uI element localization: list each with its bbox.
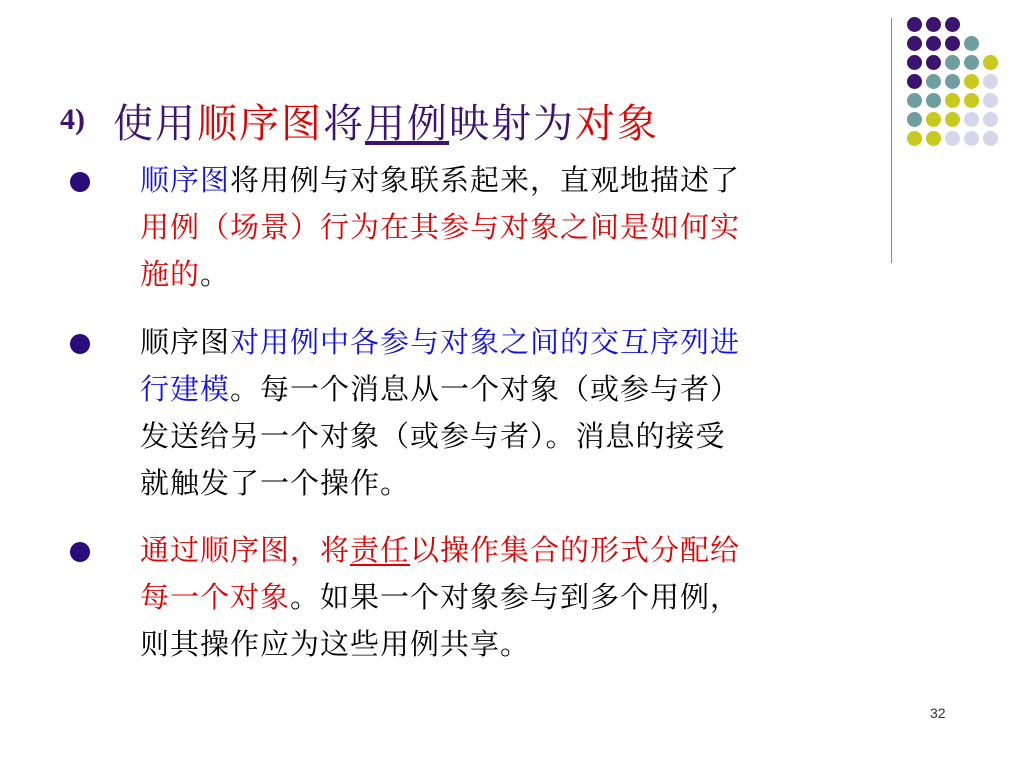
decorative-dot <box>926 55 941 70</box>
decorative-dot <box>964 74 979 89</box>
decorative-dot <box>926 131 941 146</box>
decorative-dot <box>964 36 979 51</box>
decorative-dot-grid <box>907 17 1007 162</box>
bullet-3-line-1 <box>140 527 940 574</box>
decorative-dot <box>983 131 998 146</box>
bullet-1-line-2 <box>140 204 940 251</box>
bullet-3-highlight-rest: 以操作集合的形式分配给 <box>410 533 741 567</box>
bullet-1-highlight-behavior: 用例（场景）行为在其参与对象之间是如何实 <box>140 210 741 244</box>
bullet-1-text: 将用例与对象联系起来，直观地描述了 <box>230 163 741 197</box>
bullet-2-highlight-modeling: 对用例中各参与对象之间的交互序列进 <box>230 325 741 359</box>
title-part-map-to: 映射为 <box>449 100 575 147</box>
title-part-object: 对象 <box>575 100 659 147</box>
decorative-dot <box>926 36 941 51</box>
title-part-jiang: 将 <box>323 100 365 147</box>
bullet-2-text-line-4: 就触发了一个操作。 <box>140 466 411 500</box>
decorative-dot <box>907 74 922 89</box>
decorative-dot <box>907 93 922 108</box>
decorative-dot <box>983 93 998 108</box>
decorative-dot <box>907 17 922 32</box>
slide-title <box>60 92 659 148</box>
bullet-2-line-3 <box>140 413 940 460</box>
bullet-1-period: 。 <box>200 257 231 291</box>
decorative-dot <box>945 36 960 51</box>
bullet-1-line-1 <box>140 157 940 204</box>
bullet-3-highlight-each-object: 每一个对象 <box>140 580 291 614</box>
bullet-3-text-line-3: 则其操作应为这些用例共享。 <box>140 627 531 661</box>
decorative-dot <box>945 112 960 127</box>
title-number: 4) <box>60 103 85 136</box>
bullet-item-3 <box>140 527 940 668</box>
decorative-dot <box>983 74 998 89</box>
bullet-2-line-2 <box>140 366 940 413</box>
decorative-dot <box>983 112 998 127</box>
decorative-dot <box>907 36 922 51</box>
decorative-dot <box>945 55 960 70</box>
bullet-2-line-1 <box>140 319 940 366</box>
decorative-dot <box>945 131 960 146</box>
decorative-dot <box>945 17 960 32</box>
bullet-2-text-line-3: 发送给另一个对象（或参与者）。消息的接受 <box>140 419 726 453</box>
decorative-dot <box>907 112 922 127</box>
bullet-2-highlight-modeling-end: 行建模 <box>140 372 231 406</box>
decorative-dot <box>964 112 979 127</box>
bullet-item-1 <box>140 157 940 298</box>
bullet-marker <box>70 334 90 354</box>
bullet-3-highlight-responsibility: 责任 <box>350 533 411 567</box>
decorative-dot <box>907 131 922 146</box>
bullet-2-text: 。每一个消息从一个对象（或参与者） <box>230 372 741 406</box>
decorative-dot <box>926 93 941 108</box>
decorative-dot <box>945 93 960 108</box>
bullet-3-line-3 <box>140 621 940 668</box>
decorative-dot <box>964 93 979 108</box>
bullet-3-text: 。如果一个对象参与到多个用例， <box>290 580 741 614</box>
page-number: 32 <box>930 705 946 721</box>
title-part-sequence-diagram: 顺序图 <box>197 100 323 147</box>
title-part-use-case: 用例 <box>365 100 449 147</box>
decorative-dot <box>926 74 941 89</box>
decorative-dot <box>907 55 922 70</box>
decorative-dot <box>945 74 960 89</box>
bullet-2-text-start: 顺序图 <box>140 325 231 359</box>
bullet-3-line-2 <box>140 574 940 621</box>
bullet-3-highlight-start: 通过顺序图，将 <box>140 533 351 567</box>
bullet-1-highlight-implemented: 施的 <box>140 257 201 291</box>
bullet-marker <box>70 172 90 192</box>
decorative-dot <box>983 55 998 70</box>
bullet-marker <box>70 542 90 562</box>
bullet-1-line-3 <box>140 251 940 298</box>
bullet-2-line-4 <box>140 460 940 507</box>
decorative-dot <box>926 112 941 127</box>
bullet-1-highlight-sequence-diagram: 顺序图 <box>140 163 231 197</box>
title-part-use: 使用 <box>113 100 197 147</box>
bullet-item-2 <box>140 319 940 507</box>
decorative-dot <box>926 17 941 32</box>
decorative-dot <box>964 55 979 70</box>
decorative-dot <box>964 131 979 146</box>
